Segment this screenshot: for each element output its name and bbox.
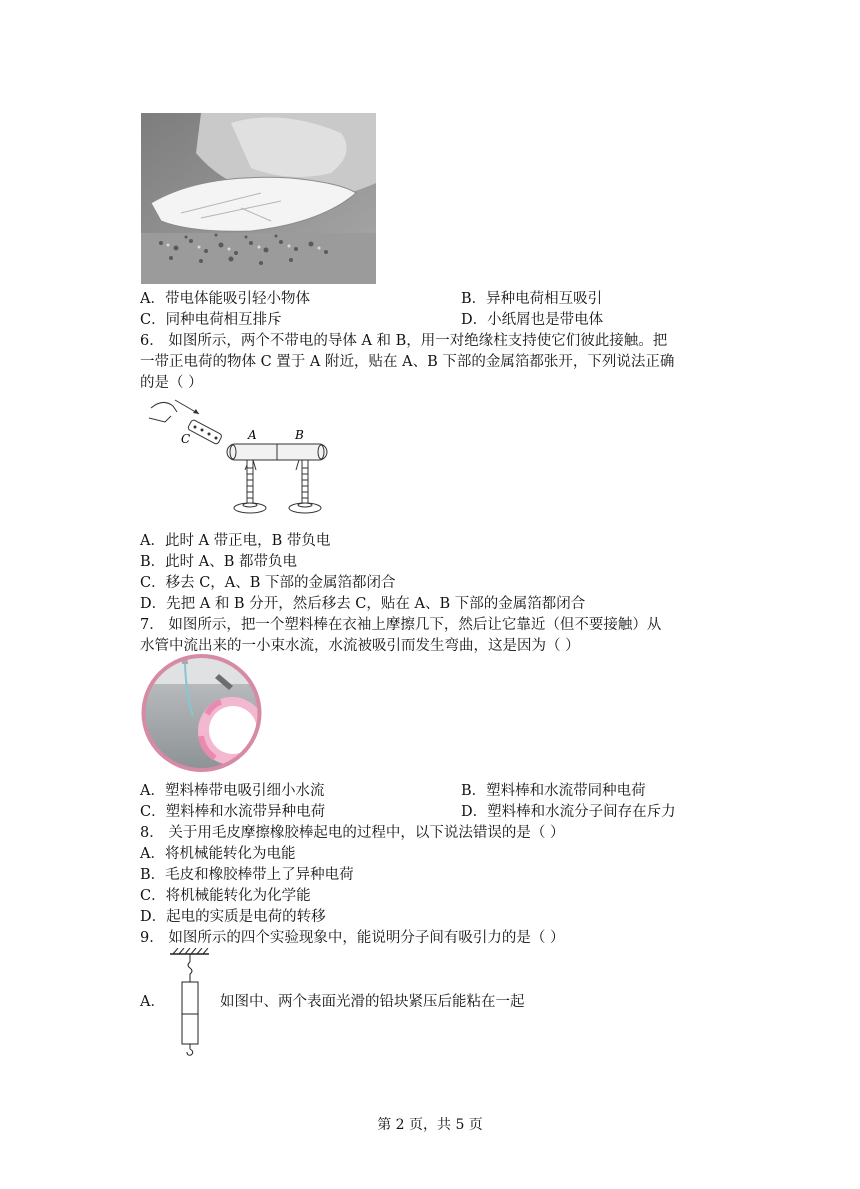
q6-option-d: D．先把 A 和 B 分开，然后移去 C，贴在 A、B 下部的金属箔都闭合 xyxy=(140,596,586,612)
q7-option-c: C．塑料棒和水流带异种电荷 xyxy=(140,804,326,820)
q9-option-a-label: A． xyxy=(140,994,165,1010)
page-number: 第 2 页，共 5 页 xyxy=(377,1117,483,1133)
q7-stem-line1: 7． 如图所示，把一个塑料棒在衣袖上摩擦几下，然后让它靠近（但不要接触）从 xyxy=(140,617,662,633)
paper-scraps-photo xyxy=(141,113,376,284)
q7-option-a: A．塑料棒带电吸引细小水流 xyxy=(140,783,325,799)
label-a: A xyxy=(248,428,257,442)
q9-option-a-text: 如图中、两个表面光滑的铅块紧压后能粘在一起 xyxy=(220,994,525,1010)
q9-stem: 9． 如图所示的四个实验现象中，能说明分子间有吸引力的是（ ） xyxy=(140,930,565,946)
label-c: C xyxy=(181,432,191,446)
q7-stem-line2: 水管中流出来的一小束水流，水流被吸引而发生弯曲，这是因为（ ） xyxy=(140,638,580,654)
q8-option-b: B．毛皮和橡胶棒带上了异种电荷 xyxy=(140,867,354,883)
q5-option-a: A．带电体能吸引轻小物体 xyxy=(140,291,310,307)
q6-option-a: A．此时 A 带正电，B 带负电 xyxy=(140,533,331,549)
label-b: B xyxy=(295,428,304,442)
q6-stem-line1: 6． 如图所示，两个不带电的导体 A 和 B，用一对绝缘柱支持使它们彼此接触。把 xyxy=(140,333,668,349)
q6-stem-line3: 的是（ ） xyxy=(140,375,203,391)
q5-option-b: B．异种电荷相互吸引 xyxy=(461,291,603,307)
q6-option-b: B．此时 A、B 都带负电 xyxy=(140,554,297,570)
q6-option-c: C．移去 C，A、B 下部的金属箔都闭合 xyxy=(140,575,396,591)
q8-stem: 8． 关于用毛皮摩擦橡胶棒起电的过程中，以下说法错误的是（ ） xyxy=(140,825,565,841)
q8-option-c: C．将机械能转化为化学能 xyxy=(140,888,311,904)
q8-option-d: D．起电的实质是电荷的转移 xyxy=(140,909,326,925)
q7-option-b: B．塑料棒和水流带同种电荷 xyxy=(461,783,646,799)
conductors-diagram xyxy=(141,392,341,520)
q8-option-a: A．将机械能转化为电能 xyxy=(140,846,296,862)
q6-stem-line2: 一带正电荷的物体 C 置于 A 附近，贴在 A、B 下部的金属箔都张开，下列说法正确 xyxy=(140,354,675,370)
water-stream-photo xyxy=(141,654,262,772)
q5-option-d: D．小纸屑也是带电体 xyxy=(461,312,604,328)
q7-option-d: D．塑料棒和水流分子间存在斥力 xyxy=(461,804,676,820)
q5-option-c: C．同种电荷相互排斥 xyxy=(140,312,282,328)
lead-blocks-diagram xyxy=(165,948,215,1056)
